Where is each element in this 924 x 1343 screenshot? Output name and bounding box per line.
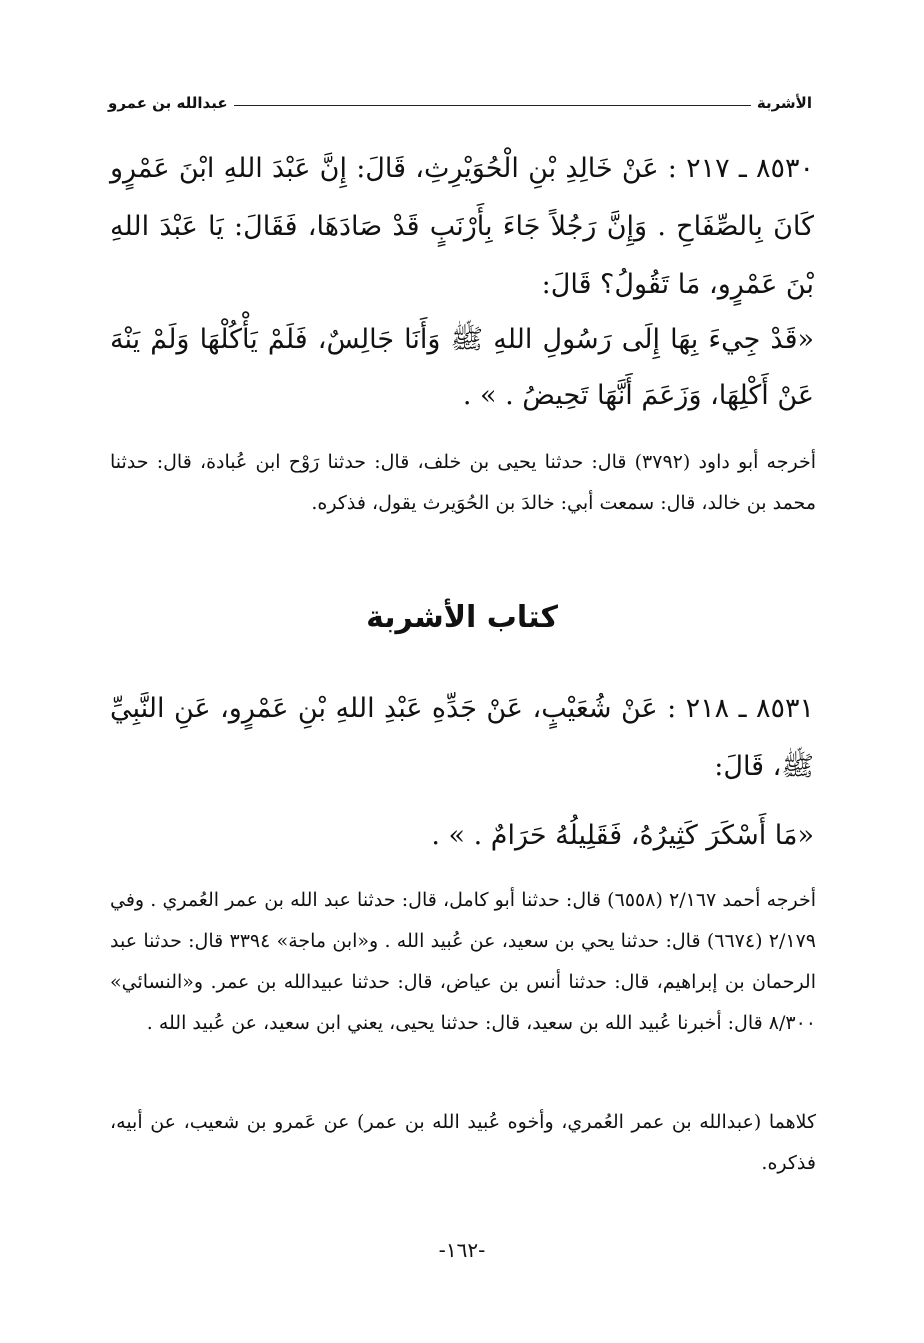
hadith-8530-takhrij-note: أخرجه أبو داود (٣٧٩٢) قال: حدثنا يحيى بن خلف، قال: حدثنا رَوْح ابن عُبادة، قال: حدثنا محمد بن خالد، قال: سمعت أبي: خالدَ بن الحُوَيرث يقول، فذكره. bbox=[110, 451, 816, 514]
header-chapter-title: الأشربة bbox=[756, 94, 812, 112]
page-number: -١٦٢- bbox=[438, 1238, 486, 1262]
header-rule bbox=[234, 105, 751, 106]
hadith-8530-text: ٨٥٣٠ ـ ٢١٧ : عَنْ خَالِدِ بْنِ الْحُوَيْرِثِ، قَالَ: إِنَّ عَبْدَ اللهِ ابْنَ عَمْرٍو كَانَ بِالصِّفَاحِ . وَإِنَّ رَجُلاً جَاءَ بِأَرْنَبٍ قَدْ صَادَهَا، فَقَالَ: يَا عَبْدَ اللهِ بْنَ عَمْرٍو، مَا تَقُولُ؟ قَالَ: bbox=[110, 153, 814, 300]
hadith-8531-quote: «مَا أَسْكَرَ كَثِيرُهُ، فَقَلِيلُهُ حَرَامٌ . » . bbox=[431, 820, 814, 851]
header-section-title: عبدالله بن عمرو bbox=[108, 94, 228, 112]
section-title: كتاب الأشربة bbox=[366, 600, 558, 635]
hadith-8531-text: ٨٥٣١ ـ ٢١٨ : عَنْ شُعَيْبٍ، عَنْ جَدِّهِ عَبْدِ اللهِ بْنِ عَمْرٍو، عَنِ النَّبِيِّ ﷺ، قَالَ: bbox=[110, 693, 814, 782]
hadith-8530-quote: «قَدْ جِيءَ بِهَا إِلَى رَسُولِ اللهِ ﷺ وَأَنَا جَالِسٌ، فَلَمْ يَأْكُلْهَا وَلَمْ يَنْهَ عَنْ أَكْلِهَا، وَزَعَمَ أَنَّهَا تَحِيضُ . » . bbox=[110, 324, 814, 411]
running-header bbox=[108, 90, 812, 112]
hadith-8531-summary-note: كلاهما (عبدالله بن عمر العُمري، وأخوه عُبيد الله بن عمر) عن عَمرو بن شعيب، عن أبيه، فذكره. bbox=[110, 1111, 816, 1174]
hadith-8531-takhrij-note: أخرجه أحمد ٢/١٦٧ (٦٥٥٨) قال: حدثنا أبو كامل، قال: حدثنا عبد الله بن عمر العُمري . وفي ٢/١٧٩ (٦٦٧٤) قال: حدثنا يحي بن سعيد، عن عُبيد الله . و«ابن ماجة» ٣٣٩٤ قال: حدثنا عبد الرحمان بن إبراهيم، قال: حدثنا أنس بن عياض، قال: حدثنا عبيدالله بن عمر. و«النسائي» ٨/٣٠٠ قال: أخبرنا عُبيد الله بن سعيد، قال: حدثنا يحيى، يعني ابن سعيد، عن عُبيد الله . bbox=[110, 889, 817, 1034]
